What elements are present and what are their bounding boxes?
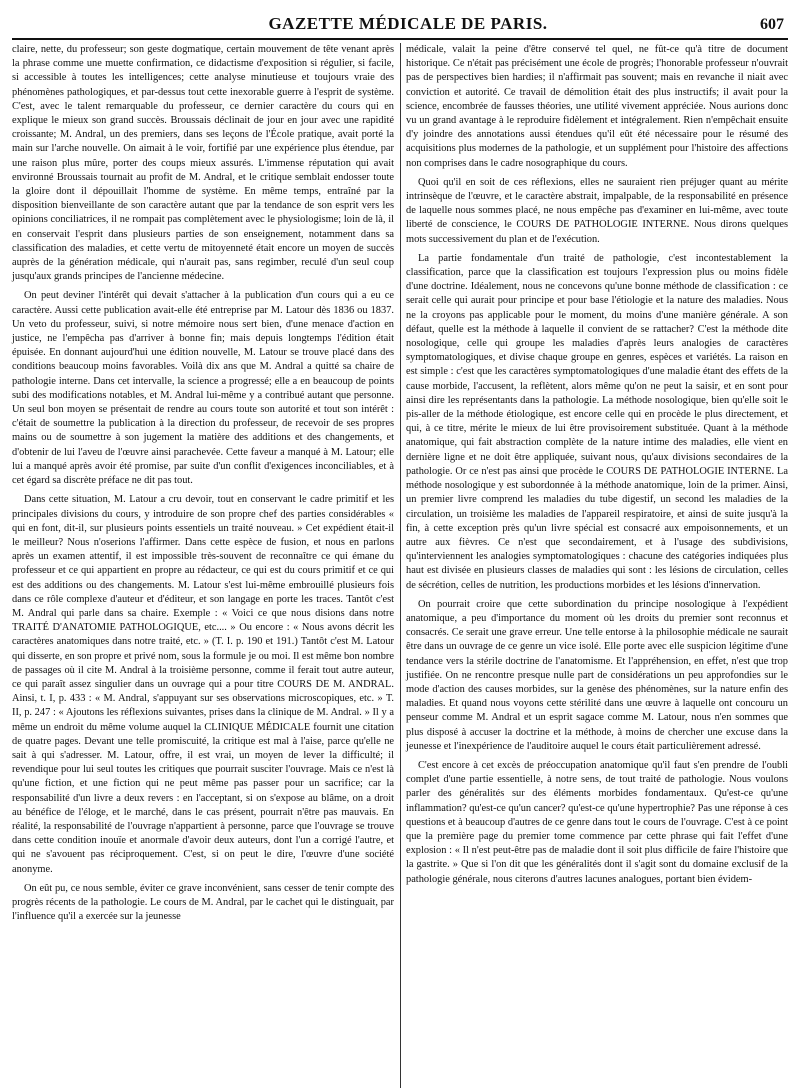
paragraph: La partie fondamentale d'un traité de pathologie, c'est incontestablement la classification, parce que la classification est toujours l'expression plus ou moins fidèle d'une doctrine. Idéalement, nous ne concevons qu'une bonne méthode de classification : ce serait celle qui aurait pour principe et pour base l'étiologie et la nature des maladies. Nous ne la croyons pas applicable pour le moment, du moins d'une manière générale. A son défaut, quelle est la méthode à laquelle il convient de se rattacher? C'est la méthode dite nosologique, celle qui groupe les maladies d'après leurs analogies de caractères symptomatologiques, et divise chaque groupe en genres, espèces et variétés. La raison en est simple : c'est que les caractères symptomatologiques d'une maladie étant des effets de la cause morbide, l'accusent, la reflètent, alors même qu'on ne peut la saisir, et en sont pour ainsi dire les représentants dans la pathologie. La méthode nosologique, bien qu'elle soit le pis-aller de la méthode étiologique, est encore celle qui en procède le plus directement, et qui, à ce titre, mérite le mieux de lui être provisoirement substituée. Quant à la méthode anatomique, qui fait abstraction complète de la nature intime des maladies, elle vient en dernière ligne et ne doit être appliquée, suivant nous, qu'aux divisions secondaires de la pathologie. Or ce n'est pas ainsi que procède le COURS DE PATHOLOGIE INTERNE. La méthode nosologique y est subordonnée à la méthode anatomique, loin de la primer. Ainsi, un premier livre comprend les maladies du tube digestif, un second les maladies de la circulation, un troisième les maladies de l'appareil respiratoire, et ainsi de suite jusqu'à la fin, à cette exception près qu'un livre spécial est consacré aux empoisonnements, et un autre aux fièvres. Ce n'est que secondairement, et à l'usage des subdivisions, qu'interviennent les analogies symptomatologiques : chacune des catégories indiquées plus haut est divisée en plusieurs classes de maladies qui sont : les lésions de circulation, celles de sécrétion, celles de nutrition, les productions morbides et les lésions d'innervation.: [406, 252, 788, 591]
journal-title: GAZETTE MÉDICALE DE PARIS.: [268, 14, 548, 33]
page-number: 607: [759, 16, 784, 33]
paragraph: claire, nette, du professeur; son geste dogmatique, certain mouvement de tête venant après la phrase comme une muette confirmation, ce didactisme d'exposition si régulier, si facile, si accessible à toutes les intelligences; cette analyse minutieuse et toujours vraie des phénomènes pathologiques, et par-dessus tout cette inexorable guerre à l'esprit de système. C'est, avec le talent remarquable du professeur, ce dernier caractère du cours qui en explique le mieux son grand succès. Broussais déclinait de jour en jour avec une rapidité croissante; M. Andral, un des premiers, dans ses leçons de l'École pratique, avait porté la main sur l'arche nouvelle. On aimait à le voir, fortifié par une expérience plus étendue, par une raison plus mûre, porter des coups mieux assurés. L'immense réputation qui avait environné Broussais tournait au profit de M. Andral, et le critique semblait endosser toute la gloire dont il dépouillait l'homme de système. En même temps, entraîné par la disposition bienveillante de son caractère autant que par la tendance de son esprit vers les opinions conciliatrices, il ne rompait pas complètement avec le physiologisme; loin de là, il en conservait l'esprit dans plusieurs parties de son enseignement, notamment dans sa classification des maladies, et cette vertu de mitoyenneté était encore un moyen de succès auprès de la génération médicale, qui n'aurait pas, sans regimber, reculé d'un seul coup jusqu'aux grands principes de l'ancienne médecine.: [12, 44, 394, 283]
column-divider: [400, 43, 401, 1088]
left-column: [12, 43, 394, 924]
right-column: [406, 43, 788, 924]
paragraph: On pourrait croire que cette subordination du principe nosologique à l'expédient anatomique, a peu d'importance du moment où les droits du premier sont reconnus et consacrés. Ce serait une grave erreur. Une telle entorse à la philosophie médicale ne saurait être dans un ouvrage de ce genre un vice isolé. Elle porte avec elle suspicion légitime d'une tendance vers la stérile doctrine de l'anatomisme. Et l'appréhension, en effet, n'est que trop justifiée. On ne rencontre presque nulle part de considérations un peu approfondies sur le mode d'action des causes morbides, sur la genèse des phénomènes, sur la nature enfin des maladies. Et quand nous voyons cette stérilité dans une œuvre à laquelle ont concouru un penseur comme M. Andral et un esprit sagace comme M. Latour, nous n'en sommes que plus disposé à accuser la doctrine et la méthode, à moins de chercher une excuse dans la jeunesse et l'inexpérience de l'auditoire auquel le cours était particulièrement adressé.: [406, 598, 788, 752]
paragraph: On eût pu, ce nous semble, éviter ce grave inconvénient, sans cesser de tenir compte des progrès récents de la pathologie. Le cours de M. Andral, par le cachet qui le distinguait, par l'influence qu'il a exercée sur la jeunesse: [12, 882, 394, 923]
paragraph: Quoi qu'il en soit de ces réflexions, elles ne sauraient rien préjuger quant au mérite intrinsèque de l'œuvre, et le caractère abstrait, impalpable, de la responsabilité en présence de laquelle nous sommes placé, ne nous empêche pas d'examiner en lui-même, avec toute liberté de conscience, le COURS DE PATHOLOGIE INTERNE. Nous dirons quelques mots successivement du plan et de l'exécution.: [406, 176, 788, 245]
page-header: [12, 14, 788, 40]
paragraph: médicale, valait la peine d'être conservé tel quel, ne fût-ce qu'à titre de document historique. Ce n'était pas précisément une école de progrès; l'honorable professeur n'ouvrait pas de perspectives bien hardies; il n'affirmait pas souvent; mais en revanche il niait avec conviction et autorité. Ce travail de démolition était des plus instructifs; il avait pour la science, encombrée de fausses théories, une utilité vivement appréciée. Nous aurions donc vu un grand avantage à le reproduire fidèlement et intégralement. Rien n'empêchait ensuite d'y joindre des annotations aussi étendues qu'il eût été nécessaire pour le résumé des acquisitions plus modernes de la pathologie, et un supplément pour l'histoire des affections non comprises dans le cadre nosographique du cours.: [406, 44, 788, 169]
paragraph: On peut deviner l'intérêt qui devait s'attacher à la publication d'un cours qui a eu ce caractère. Aussi cette publication avait-elle été entreprise par M. Latour dès 1836 ou 1837. Un veto du professeur, suivi, si notre mémoire nous sert bien, d'une menace d'action en justice, ne l'empêcha pas d'arriver à bonne fin; mais depuis longtemps l'édition était épuisée. En donnant aujourd'hui une édition nouvelle, M. Latour se trouve placé dans des conditions beaucoup moins favorables. Voilà dix ans que M. Andral a quitté sa chaire de pathologie interne. Dans cet intervalle, la science a progressé; elle a en beaucoup de points subi des modifications notables, et M. Andral lui-même y a contribué autant que personne. Un seul bon moyen se présentait de rendre au cours toute son autorité et tout son intérêt : c'était de soumettre la publication à la direction du professeur, de recevoir de ses propres mains ou de soumettre à son jugement la matière des additions et des changements, et d'obtenir de lui l'aveu de l'œuvre ainsi parachevée. Cette faveur a manqué à M. Latour; elle lui a manqué après avoir été promise, par suite d'un conflit d'exigences inconciliables, et à cet égard sa discrète préface ne dit pas tout.: [12, 290, 394, 487]
paragraph: Dans cette situation, M. Latour a cru devoir, tout en conservant le cadre primitif et les principales divisions du cours, y introduire de son propre chef des parties considérables « qui en font, dit-il, sur plusieurs points essentiels un traité nouveau. » Cet expédient était-il le meilleur? Nous n'oserions l'affirmer. Dans cette espèce de fusion, et nous en parlons après un examen attentif, il est impossible très-souvent de reconnaître ce qui émane du professeur et ce qui appartient en propre au rédacteur, ce qui est du cours primitif et ce qui est des additions ou des changements. M. Latour s'est lui-même embrouillé plusieurs fois dans ce rôle complexe d'auteur et d'éditeur, et son langage en porte les traces. Tantôt c'est M. Andral qui parle dans sa chaire. Exemple : « Voici ce que nous disions dans notre TRAITÉ D'ANATOMIE PATHOLOGIQUE, etc.... » Ou encore : « Nous avons décrit les caractères anatomiques dans notre traité, etc. » (T. I. p. 190 et 191.) Tantôt c'est M. Latour qui disserte, en son propre et privé nom, sous la formule je ou moi. Il est même bon nombre de passages où il cite M. Andral à la troisième personne, comme il ferait tout autre auteur, ce qui paraît assez singulier dans un ouvrage qui a pour titre COURS DE M. ANDRAL. Ainsi, t. I, p. 433 : « M. Andral, s'appuyant sur ses observations microscopiques, etc. » T. II, p. 247 : « Ajoutons les réflexions suivantes, prises dans la clinique de M. Andral. » Il y a même un endroit du même volume auquel la CLINIQUE MÉDICALE fournit une citation de quatre pages. Devant une telle promiscuité, la critique est mal à l'aise, parce qu'elle ne sait à qui s'adresser. M. Latour, offre, il est vrai, un moyen de lever la difficulté; il revendique pour lui seul toutes les critiques que pourrait susciter l'ouvrage. Mais ce n'est là qu'une fiction, et une fiction qui ne peut même pas passer pour un sacrifice; car la responsabilité d'un livre a deux revers : en l'acceptant, si on s'expose au blâme, on a droit au bénéfice de l'éloge, et le marché, dans le cas présent, pourrait n'être pas mauvais. En réalité, la responsabilité de l'ouvrage n'appartient à personne, parce que l'ouvrage se trouve dans cette condition inouïe et anormale d'avoir deux auteurs, dont l'un a corrigé l'autre, et qui ne s'avouent pas réciproquement. C'est, si on peut le dire, l'œuvre d'une société anonyme.: [12, 494, 394, 875]
paragraph: C'est encore à cet excès de préoccupation anatomique qu'il faut s'en prendre de l'oubli complet d'une partie essentielle, à notre sens, de tout traité de pathologie. Nous voulons parler des généralités sur des éléments morbides fondamentaux. Qu'est-ce qu'une inflammation? qu'est-ce qu'un cancer? qu'est-ce qu'une hypertrophie? Pas une réponse à ces questions et à beaucoup d'autres de ce genre dans tout le cours de l'ouvrage. C'est à ce point que la première page du premier tome commence par cette phrase qui fait l'effet d'une explosion : « Il n'est peut-être pas de maladie dont il soit plus difficile de faire l'histoire que la gastrite. » Que si l'on dit que les généralités dont il s'agit sont du domaine exclusif de la pathologie générale, nous citerons d'autres lacunes analogues, portant bien évidem-: [406, 759, 788, 885]
text-columns: [12, 43, 788, 924]
